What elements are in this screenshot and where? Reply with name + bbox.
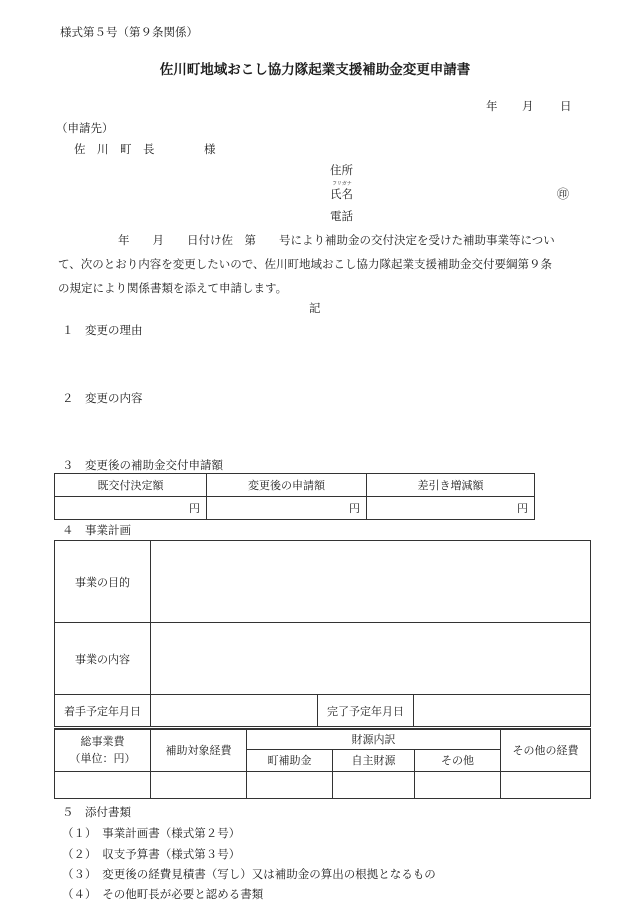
budget-table <box>54 728 591 799</box>
budget-total-header <box>55 729 151 771</box>
amount-cell-changed[interactable]: 円 <box>207 497 367 520</box>
attachment-4: （４） その他町長が必要と認める書類 <box>62 887 264 901</box>
seal-mark: ㊞ <box>557 187 570 201</box>
name-label: 氏名 <box>330 187 353 201</box>
body-line-2: て、次のとおり内容を変更したいので、佐川町地域おこし協力隊起業支援補助金交付要綱第９条 <box>58 257 553 271</box>
budget-funding-header: 財源内訳 <box>247 729 501 749</box>
furigana-label: フリガナ <box>332 181 352 187</box>
section-2-title: ２ 変更の内容 <box>62 391 143 405</box>
budget-other-header: その他 <box>415 749 501 771</box>
plan-content-field[interactable] <box>151 623 591 695</box>
section-3-title: ３ 変更後の補助金交付申請額 <box>62 458 223 472</box>
amount-cell-diff[interactable]: 円 <box>367 497 535 520</box>
attachment-2: （２） 収支予算書（様式第３号） <box>62 847 241 861</box>
plan-end-field[interactable] <box>414 695 591 727</box>
address-label: 住所 <box>330 163 353 177</box>
plan-table <box>54 540 591 727</box>
recipient-name: 佐 川 町 長 <box>74 142 155 156</box>
budget-total-label: 総事業費 <box>80 735 125 749</box>
body-line-3: の規定により関係書類を添えて申請します。 <box>58 281 288 295</box>
plan-start-label: 着手予定年月日 <box>55 695 151 727</box>
budget-town-field[interactable] <box>247 771 333 798</box>
amount-header-diff: 差引き増減額 <box>367 474 535 497</box>
budget-other-expenses-field[interactable] <box>501 771 591 798</box>
date-day: 日 <box>560 99 572 113</box>
phone-label: 電話 <box>330 209 353 223</box>
budget-other-expenses-header: その他の経費 <box>501 729 591 771</box>
plan-content-label: 事業の内容 <box>55 623 151 695</box>
plan-end-label: 完了予定年月日 <box>318 695 414 727</box>
amount-header-decided: 既交付決定額 <box>55 474 207 497</box>
budget-eligible-field[interactable] <box>151 771 247 798</box>
section-1-title: １ 変更の理由 <box>62 323 143 337</box>
budget-eligible-header: 補助対象経費 <box>151 729 247 771</box>
budget-total-field[interactable] <box>55 771 151 798</box>
plan-start-field[interactable] <box>151 695 318 727</box>
plan-purpose-field[interactable] <box>151 541 591 623</box>
amount-table <box>54 473 535 520</box>
attachment-3: （３） 変更後の経費見積書（写し）又は補助金の算出の根拠となるもの <box>62 867 436 881</box>
date-month: 月 <box>522 99 534 113</box>
budget-own-header: 自主財源 <box>333 749 415 771</box>
budget-own-field[interactable] <box>333 771 415 798</box>
form-number: 様式第５号（第９条関係） <box>60 25 198 39</box>
recipient-label: （申請先） <box>56 121 114 135</box>
section-5-title: ５ 添付書類 <box>62 805 131 819</box>
amount-header-changed: 変更後の申請額 <box>207 474 367 497</box>
budget-town-header: 町補助金 <box>247 749 333 771</box>
page-title: 佐川町地域おこし協力隊起業支援補助金変更申請書 <box>159 62 471 78</box>
date-year: 年 <box>486 99 498 113</box>
ki-mark: 記 <box>309 301 321 315</box>
section-4-title: ４ 事業計画 <box>62 523 131 537</box>
amount-cell-decided[interactable]: 円 <box>55 497 207 520</box>
budget-total-unit: （単位：円） <box>69 752 136 766</box>
recipient-honorific: 様 <box>204 142 216 156</box>
plan-purpose-label: 事業の目的 <box>55 541 151 623</box>
body-paragraph <box>58 228 578 300</box>
budget-other-field[interactable] <box>415 771 501 798</box>
body-line-1: 年 月 日付け佐 第 号により補助金の交付決定を受けた補助事業等につい <box>118 233 555 247</box>
attachment-1: （１） 事業計画書（様式第２号） <box>62 826 241 840</box>
